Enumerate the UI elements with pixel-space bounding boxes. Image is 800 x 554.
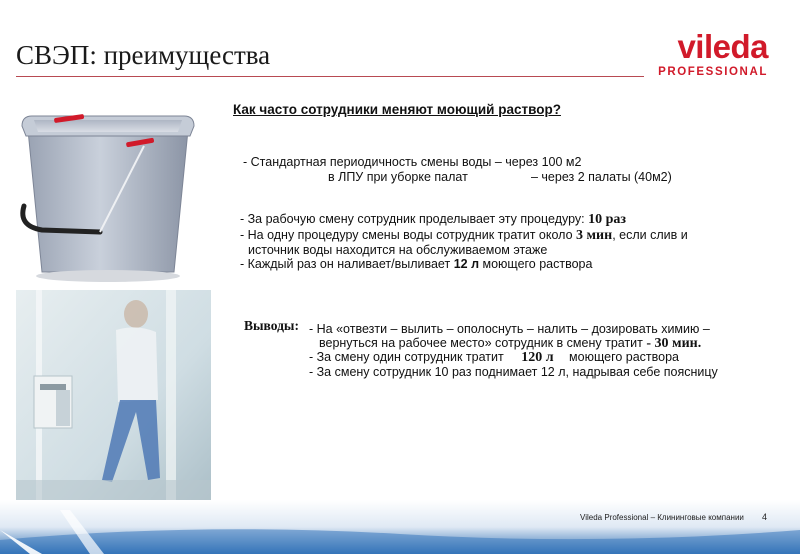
block2-item3-text-b: моющего раствора [482, 257, 593, 271]
conclusion-label: Выводы: [244, 318, 299, 333]
vileda-logo [638, 30, 778, 80]
block2-item3-value: 12 л [453, 257, 480, 271]
block1-line1: - Стандартная периодичность смены воды – через 100 м2 [243, 155, 582, 169]
block2-item3-text-a: - Каждый раз он наливает/выливает [240, 257, 451, 271]
footer-decoration [0, 500, 800, 554]
block2-item2-line2: источник воды находится на обслуживаемом этаже [248, 243, 548, 257]
conclusion-line2-value: - 30 мин. [646, 336, 702, 351]
block1-line2b: – через 2 палаты (40м2) [531, 170, 672, 184]
footer-text: Vileda Professional – Клининговые компании [580, 513, 744, 522]
conclusion-line3 [309, 350, 679, 366]
worker-photo [16, 290, 211, 512]
page-number: 4 [762, 512, 768, 522]
block2-item2-text-a: - На одну процедуру смены воды сотрудник тратит около [240, 228, 573, 242]
conclusion-line3-value: 120 л [521, 350, 554, 365]
block1-line2a: в ЛПУ при уборке палат [328, 170, 468, 184]
block2-item1-value: 10 раз [588, 212, 627, 227]
conclusion-line2-text: вернуться на рабочее место» сотрудник в смену тратит [319, 336, 643, 350]
block2-item1-text: - За рабочую смену сотрудник проделывает эту процедуру: [240, 212, 585, 226]
conclusion-line4: - За смену сотрудник 10 раз поднимает 12 л, надрывая себе поясницу [309, 365, 718, 379]
logo-subtitle: PROFESSIONAL [658, 66, 768, 78]
question-heading: Как часто сотрудники меняют моющий раствор? [233, 102, 561, 117]
block2-item1 [240, 212, 626, 228]
conclusion-line1: - На «отвезти – вылить – ополоснуть – налить – дозировать химию – [309, 322, 710, 336]
bucket-image [14, 96, 206, 286]
block2-item3 [240, 257, 592, 271]
block2-item2-text-b: , если слив и [612, 228, 688, 242]
block2-item2-value: 3 мин [576, 228, 613, 243]
logo-word: vileda [677, 28, 768, 65]
title-underline [16, 76, 644, 77]
slide-title: СВЭП: преимущества [16, 40, 271, 70]
block2-item2 [240, 228, 688, 244]
conclusion-line3-text: - За смену один сотрудник тратит [309, 350, 504, 364]
conclusion-line3-suffix: моющего раствора [569, 350, 680, 364]
